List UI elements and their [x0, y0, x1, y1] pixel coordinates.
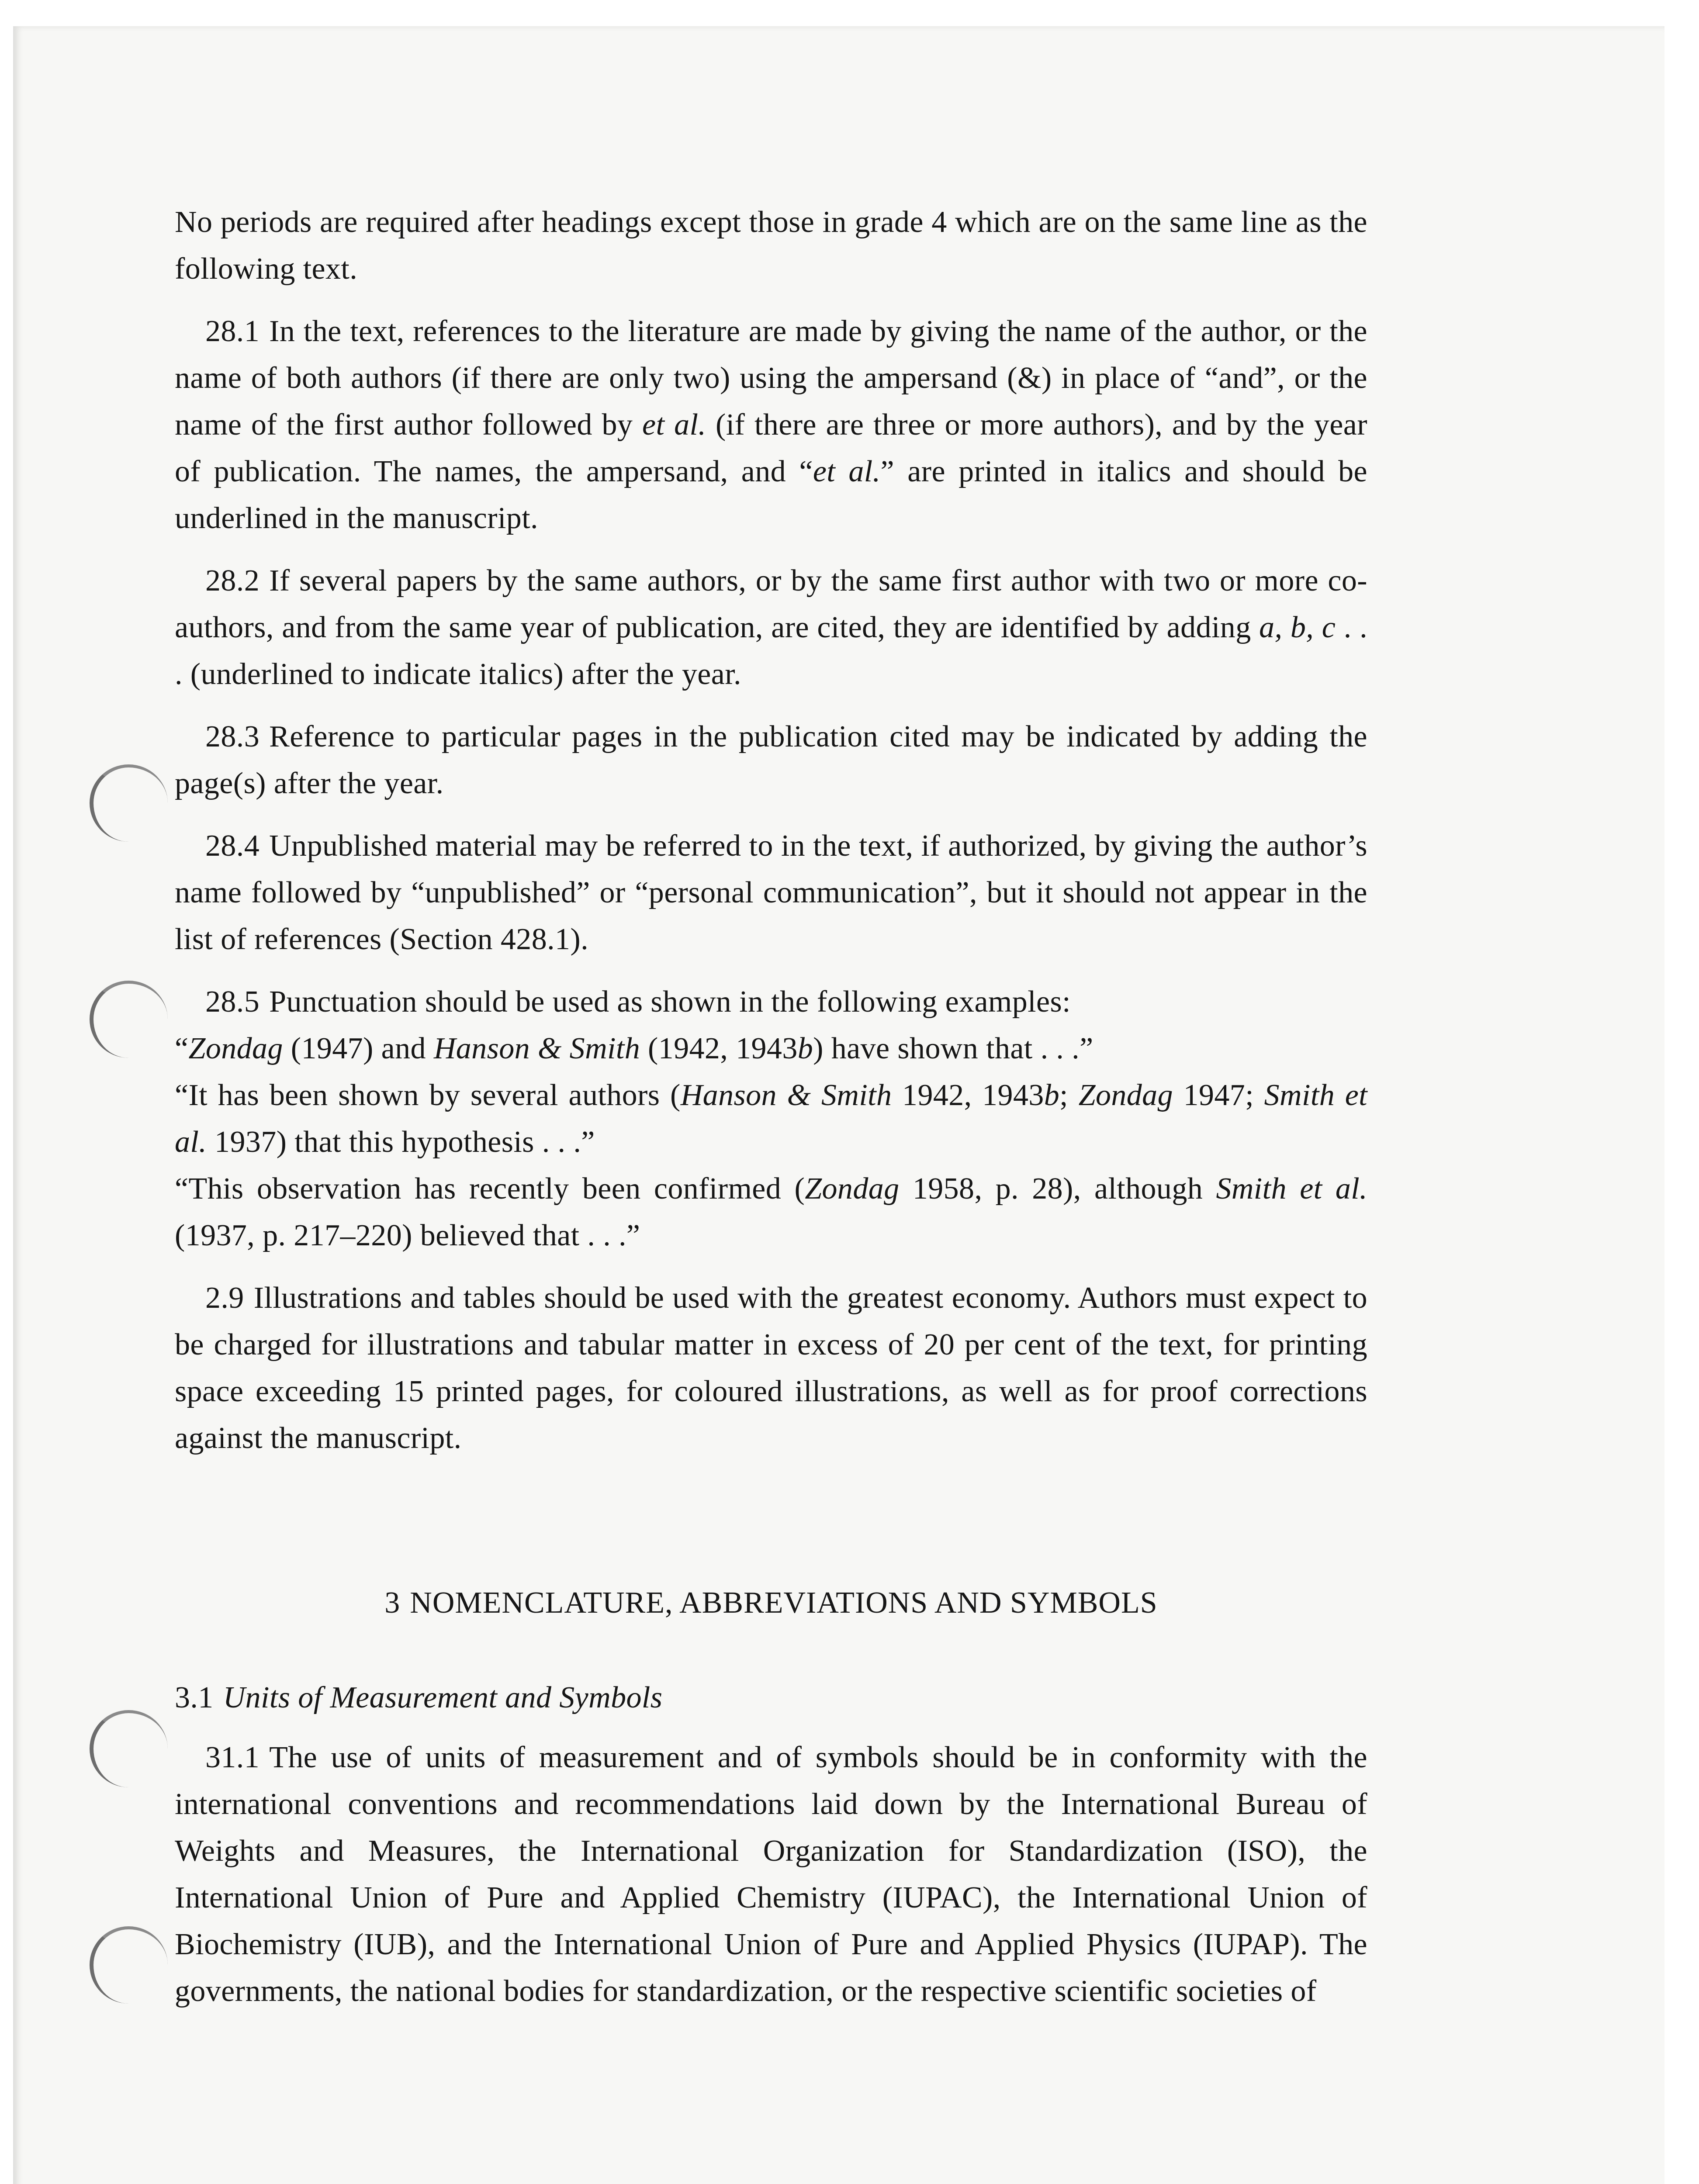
- example-quote-1: “Zondag (1947) and Hanson & Smith (1942, 1943b) have shown that . . .”: [175, 1032, 1093, 1065]
- paragraph-28-2: 28.2 If several papers by the same authors, or by the same first author with two or more co-authors, and from the same year of publication, are cited, they are identified by adding a, b, c . . . (underlined to indicate italics) after the year.: [175, 564, 1367, 691]
- example-quote-2: “It has been shown by several authors (Hanson & Smith 1942, 1943b; Zondag 1947; Smith et al. 1937) that this hypothesis . . .”: [175, 1078, 1368, 1159]
- punch-hole-mark: [90, 981, 168, 1058]
- paragraph-number: 31.1: [205, 1741, 260, 1774]
- body-text: [175, 199, 1367, 2030]
- paragraph-number: 28.4: [205, 829, 260, 863]
- paragraph-number: 28.1: [205, 314, 260, 348]
- subsection-heading: 3.1 Units of Measurement and Symbols: [175, 1681, 663, 1714]
- paragraph-2-9: 2.9 Illustrations and tables should be used with the greatest economy. Authors must expect to be charged for illustrations and tabular matter in excess of 20 per cent of the text, for printing space exceeding 15 printed pages, for coloured illustrations, as well as for proof corrections against the manuscript.: [175, 1281, 1367, 1455]
- paragraph-28-4: 28.4 Unpublished material may be referred to in the text, if authorized, by giving the author’s name followed by “unpublished” or “personal communication”, but it should not appear in the list of references (Section 428.1).: [175, 829, 1367, 956]
- punch-hole-mark: [90, 1926, 168, 2004]
- section-heading: 3 NOMENCLATURE, ABBREVIATIONS AND SYMBOLS: [384, 1586, 1158, 1620]
- paragraph-number: 28.3: [205, 720, 260, 753]
- paragraph-28-1: 28.1 In the text, references to the literature are made by giving the name of the author, or the name of both authors (if there are only two) using the ampersand (&) in place of “and”, or the name of the first author followed by et al. (if there are three or more authors), and by the year of publication. The names, the ampersand, and “et al.” are printed in italics and should be underlined in the manuscript.: [175, 314, 1367, 535]
- italic-et-al: et al.: [813, 455, 881, 488]
- paragraph-28-3: 28.3 Reference to particular pages in the publication cited may be indicated by adding the page(s) after the year.: [175, 720, 1367, 800]
- example-quote-3: “This observation has recently been confirmed (Zondag 1958, p. 28), although Smith et al. (1937, p. 217–220) believed that . . .”: [175, 1172, 1367, 1252]
- intro-paragraph: No periods are required after headings except those in grade 4 which are on the same line as the following text.: [175, 205, 1367, 286]
- paragraph-31-1: 31.1 The use of units of measurement and of symbols should be in conformity with the international conventions and recommendations laid down by the International Bureau of Weights and Measures, the International Organization for Standardization (ISO), the International Union of Pure and Applied Chemistry (IUPAC), the International Union of Biochemistry (IUB), and the International Union of Pure and Applied Physics (IUPAP). The governments, the national bodies for standardization, or the respective scientific societies of: [175, 1741, 1367, 2008]
- paragraph-number: 28.5: [205, 985, 260, 1019]
- italic-et-al: et al.: [642, 408, 706, 442]
- paragraph-number: 28.2: [205, 564, 260, 598]
- punch-hole-mark: [90, 764, 168, 842]
- paragraph-28-5: 28.5 Punctuation should be used as shown in the following examples:: [205, 985, 1071, 1019]
- punch-hole-mark: [90, 1710, 168, 1787]
- italic-letters: a, b, c: [1259, 611, 1336, 644]
- paragraph-number: 2.9: [205, 1281, 244, 1315]
